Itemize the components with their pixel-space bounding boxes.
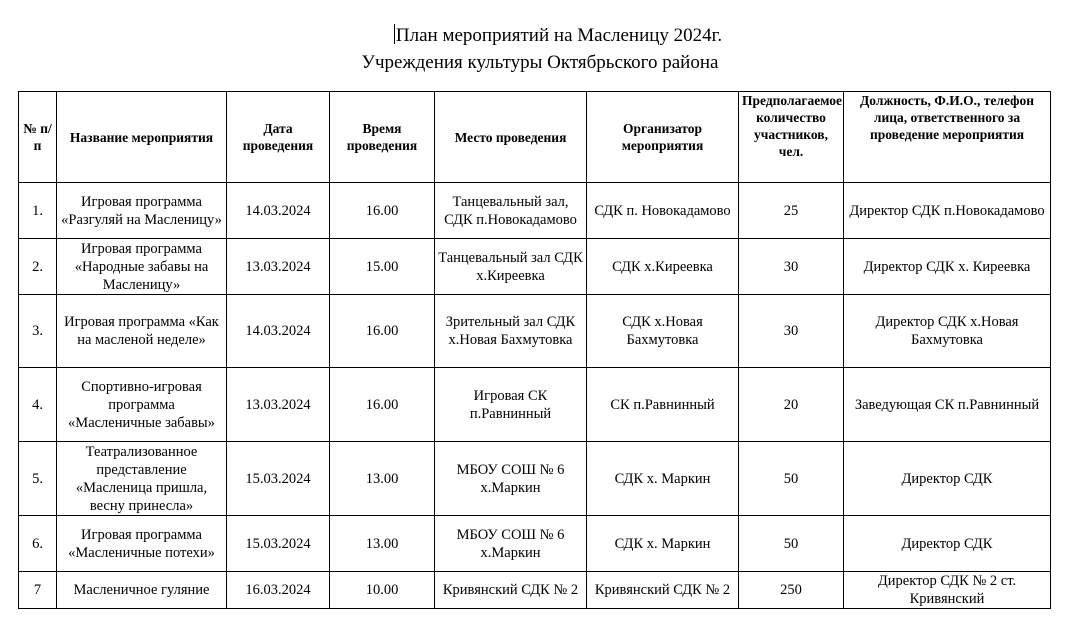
header-place: Место проведения — [435, 92, 587, 183]
header-responsible: Должность, Ф.И.О., телефон лица, ответственного за проведение мероприятия — [844, 92, 1051, 183]
cell-num: 1. — [19, 183, 57, 239]
text-cursor — [394, 24, 395, 44]
cell-place: Танцевальный зал СДК х.Киреевка — [435, 239, 587, 295]
cell-name: Игровая программа «Народные забавы на Масленицу» — [57, 239, 227, 295]
table-header-row — [19, 92, 1051, 183]
cell-place: Танцевальный зал, СДК п.Новокадамово — [435, 183, 587, 239]
cell-responsible: Директор СДК — [844, 442, 1051, 516]
document-title-text: План мероприятий на Масленицу 2024г. — [395, 25, 723, 46]
cell-organizer: Кривянский СДК № 2 — [587, 572, 739, 609]
cell-date: 14.03.2024 — [227, 183, 330, 239]
cell-name: Игровая программа «Масленичные потехи» — [57, 516, 227, 572]
cell-date: 15.03.2024 — [227, 516, 330, 572]
table-row — [19, 239, 1051, 295]
events-table — [18, 91, 1051, 609]
cell-name: Игровая программа «Разгуляй на Масленицу» — [57, 183, 227, 239]
header-time: Время проведения — [330, 92, 435, 183]
cell-responsible: Директор СДК х.Новая Бахмутовка — [844, 295, 1051, 368]
header-organizer: Организатор мероприятия — [587, 92, 739, 183]
cell-name: Спортивно-игровая программа «Масленичные забавы» — [57, 368, 227, 442]
cell-responsible: Директор СДК х. Киреевка — [844, 239, 1051, 295]
cell-participants: 50 — [739, 516, 844, 572]
cell-participants: 30 — [739, 239, 844, 295]
cell-time: 13.00 — [330, 442, 435, 516]
table-row — [19, 368, 1051, 442]
document-subtitle: Учреждения культуры Октябрьского района — [361, 52, 719, 73]
cell-participants: 250 — [739, 572, 844, 609]
cell-responsible: Директор СДК — [844, 516, 1051, 572]
document-title — [0, 24, 1072, 47]
cell-place: МБОУ СОШ № 6 х.Маркин — [435, 442, 587, 516]
cell-organizer: СДК х.Новая Бахмутовка — [587, 295, 739, 368]
cell-organizer: СК п.Равнинный — [587, 368, 739, 442]
cell-date: 15.03.2024 — [227, 442, 330, 516]
cell-place: Игровая СК п.Равнинный — [435, 368, 587, 442]
cell-date: 13.03.2024 — [227, 239, 330, 295]
cell-name: Театрализованное представление «Масленица пришла, весну принесла» — [57, 442, 227, 516]
cell-date: 13.03.2024 — [227, 368, 330, 442]
cell-place: Кривянский СДК № 2 — [435, 572, 587, 609]
cell-time: 16.00 — [330, 368, 435, 442]
table-row — [19, 516, 1051, 572]
cell-participants: 25 — [739, 183, 844, 239]
table-row — [19, 183, 1051, 239]
cell-num: 7 — [19, 572, 57, 609]
cell-num: 4. — [19, 368, 57, 442]
cell-time: 15.00 — [330, 239, 435, 295]
cell-organizer: СДК п. Новокадамово — [587, 183, 739, 239]
table-row — [19, 295, 1051, 368]
cell-participants: 20 — [739, 368, 844, 442]
cell-responsible: Заведующая СК п.Равнинный — [844, 368, 1051, 442]
table-row — [19, 572, 1051, 609]
header-participants: Предполагаемое количество участников, чел. — [739, 92, 844, 183]
cell-participants: 50 — [739, 442, 844, 516]
cell-time: 13.00 — [330, 516, 435, 572]
cell-date: 14.03.2024 — [227, 295, 330, 368]
cell-organizer: СДК х. Маркин — [587, 442, 739, 516]
cell-date: 16.03.2024 — [227, 572, 330, 609]
cell-time: 16.00 — [330, 183, 435, 239]
cell-time: 16.00 — [330, 295, 435, 368]
cell-organizer: СДК х.Киреевка — [587, 239, 739, 295]
table-row — [19, 442, 1051, 516]
cell-name: Масленичное гуляние — [57, 572, 227, 609]
cell-name: Игровая программа «Как на масленой неделе» — [57, 295, 227, 368]
cell-responsible: Директор СДК п.Новокадамово — [844, 183, 1051, 239]
cell-participants: 30 — [739, 295, 844, 368]
cell-responsible: Директор СДК № 2 ст. Кривянский — [844, 572, 1051, 609]
cell-time: 10.00 — [330, 572, 435, 609]
cell-num: 3. — [19, 295, 57, 368]
cell-place: МБОУ СОШ № 6 х.Маркин — [435, 516, 587, 572]
header-name: Название мероприятия — [57, 92, 227, 183]
cell-num: 6. — [19, 516, 57, 572]
cell-num: 5. — [19, 442, 57, 516]
header-date: Дата проведения — [227, 92, 330, 183]
cell-num: 2. — [19, 239, 57, 295]
cell-organizer: СДК х. Маркин — [587, 516, 739, 572]
cell-place: Зрительный зал СДК х.Новая Бахмутовка — [435, 295, 587, 368]
header-num: № п/п — [19, 92, 57, 183]
